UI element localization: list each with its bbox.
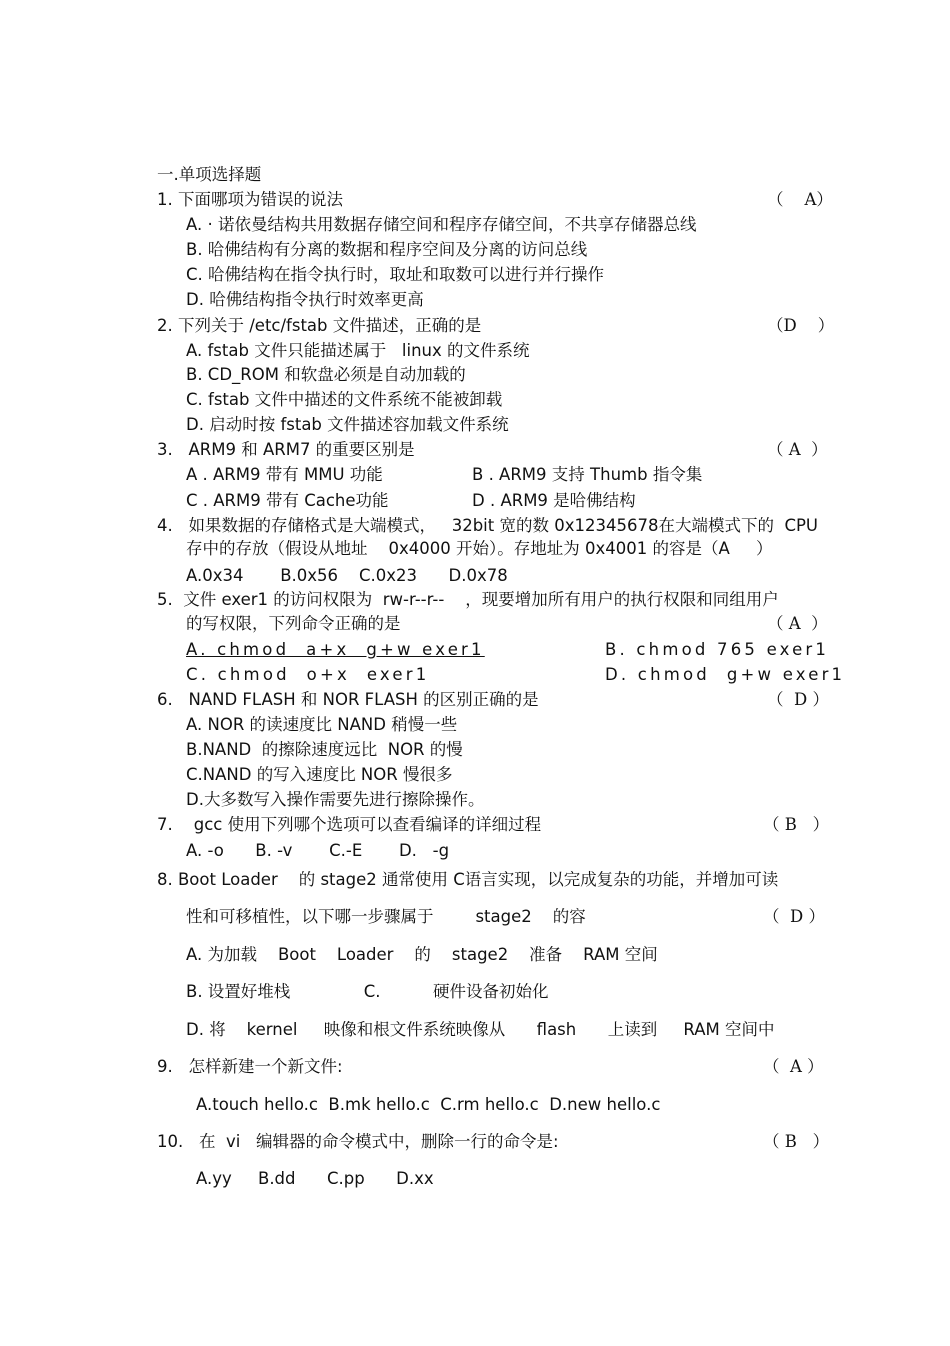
question-3-stem: 3. ARM9 和 ARM7 的重要区别是 [157,440,415,459]
question-6-option-c: C.NAND 的写入速度比 NOR 慢很多 [186,765,453,784]
question-1-stem: 1. 下面哪项为错误的说法 [157,190,343,209]
question-10-stem: 10. 在 vi 编辑器的命令模式中，删除一行的命令是: [157,1132,559,1151]
question-2-answer: （D ） [767,316,835,335]
question-3-option-d: D . ARM9 是哈佛结构 [472,491,636,510]
question-4-stem-line1: 4. 如果数据的存储格式是大端模式， 32bit 宽的数 0x12345678在大端模式下的 CPU [157,516,819,535]
question-7-options: A. -o B. -v C.-E D. -g [186,841,450,860]
question-6-option-a: A. NOR 的读速度比 NAND 稍慢一些 [186,715,458,734]
question-2-option-d: D. 启动时按 fstab 文件描述容加载文件系统 [186,415,509,434]
question-3-option-b: B . ARM9 支持 Thumb 指令集 [472,465,703,484]
question-5-answer: （ A ） [767,614,828,633]
question-10-options: A.yy B.dd C.pp D.xx [196,1169,434,1188]
question-5-option-a: A. chmod a+x g+w exer1 [186,640,485,659]
question-1-option-b: B. 哈佛结构有分离的数据和程序空间及分离的访问总线 [186,240,588,259]
question-9-answer: （ A ） [763,1057,824,1076]
question-3-option-a: A . ARM9 带有 MMU 功能 [186,465,383,484]
question-6-stem: 6. NAND FLASH 和 NOR FLASH 的区别正确的是 [157,690,539,709]
question-4-stem-line2: 存中的存放（假设从地址 0x4000 开始）。存地址为 0x4001 的容是（A ） [186,539,773,558]
question-8-option-a: A. 为加载 Boot Loader 的 stage2 准备 RAM 空间 [186,945,658,964]
question-9-stem: 9. 怎样新建一个新文件: [157,1057,343,1076]
question-7-answer: （ B ） [763,815,830,834]
question-6-option-b: B.NAND 的擦除速度远比 NOR 的慢 [186,740,463,759]
question-5-stem-line2: 的写权限，下列命令正确的是 [186,614,401,633]
question-4-options: A.0x34 B.0x56 C.0x23 D.0x78 [186,566,508,585]
question-9-options: A.touch hello.c B.mk hello.c C.rm hello.c D.new hello.c [196,1095,661,1114]
question-6-answer: （ D ） [767,690,829,709]
question-1-option-c: C. 哈佛结构在指令执行时，取址和取数可以进行并行操作 [186,265,605,284]
section-title: 一.单项选择题 [157,165,262,184]
question-5-option-c: C. chmod o+x exer1 [186,665,430,684]
question-8-stem-line1: 8. Boot Loader 的 stage2 通常使用 C语言实现，以完成复杂的功能，并增加可读 [157,870,779,889]
question-1-answer: （ A） [767,190,833,209]
question-5-stem-line1: 5. 文件 exer1 的访问权限为 rw-r--r-- ，现要增加所有用户的执行权限和同组用户 [157,590,779,609]
question-2-option-c: C. fstab 文件中描述的文件系统不能被卸载 [186,390,503,409]
question-8-option-b: B. 设置好堆栈 C. 硬件设备初始化 [186,982,549,1001]
question-8-answer: （ D ） [763,907,825,926]
question-2-option-b: B. CD_ROM 和软盘必须是自动加载的 [186,365,466,384]
question-1-option-a: A. · 诺依曼结构共用数据存储空间和程序存储空间，不共享存储器总线 [186,215,697,234]
question-3-option-c: C . ARM9 带有 Cache功能 [186,491,389,510]
question-3-answer: （ A ） [767,440,828,459]
question-2-option-a: A. fstab 文件只能描述属于 linux 的文件系统 [186,341,530,360]
question-5-option-d: D. chmod g+w exer1 [605,665,846,684]
question-10-answer: （ B ） [763,1132,830,1151]
question-2-stem: 2. 下列关于 /etc/fstab 文件描述，正确的是 [157,316,482,335]
question-8-option-d: D. 将 kernel 映像和根文件系统映像从 flash 上读到 RAM 空间中 [186,1020,775,1039]
question-5-option-b: B. chmod 765 exer1 [605,640,830,659]
question-8-stem-line2: 性和可移植性，以下哪一步骤属于 stage2 的容 [186,907,586,926]
question-6-option-d: D.大多数写入操作需要先进行擦除操作。 [186,790,485,809]
question-1-option-d: D. 哈佛结构指令执行时效率更高 [186,290,424,309]
question-7-stem: 7. gcc 使用下列哪个选项可以查看编译的详细过程 [157,815,542,834]
